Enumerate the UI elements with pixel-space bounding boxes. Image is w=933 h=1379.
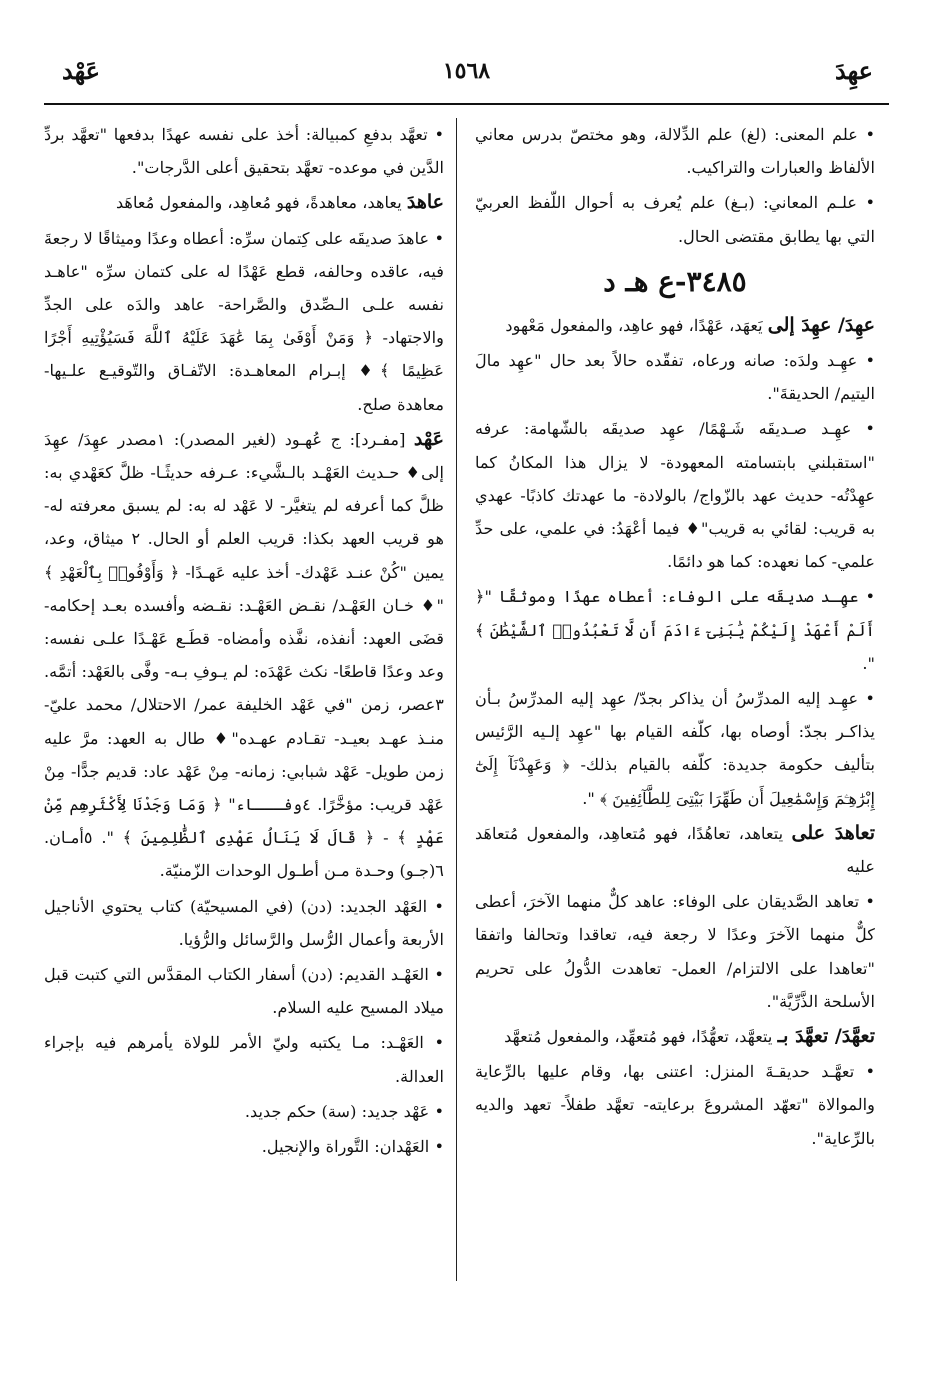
entry-paragraph	[475, 309, 875, 342]
sense-paragraph: • عهِـد صديقَه على الوفاء: أعطاه عهدًا وموثقًا "﴿ أَلَمْ أَعْهَدْ إِلَيْكُمْ يَٰبَنِىٓ ءَادَمَ أَن لَّا تَعْبُدُوا۟ ٱلشَّيْطَٰنَ ﴾ ".	[475, 580, 875, 680]
sense-paragraph: • عهِـد ولدَه: صانه ورعاه، تفقّده حالاً بعد حال "عهِد مالَ اليتيم/ الحديقةَ".	[475, 344, 875, 410]
entry-headword: عَهْد	[413, 427, 444, 450]
sense-paragraph: • عهِـد إليه المدرِّسُ أن يذاكر بجدّ/ عهِد إليه المدرِّسُ بـأن يذاكـر بجدّ: أوصاه بها، كلّفه القيام بها "عهِد إلـيه الرَّئيس بتأليف حكومة جديدة: كلّفه بالقيام بذلك- ﴿ وَعَهِدْنَآ إِلَىٰٓ إِبْرَٰهِـۧمَ وَإِسْمَٰعِيلَ أَن طَهِّرَا بَيْتِىَ لِلطَّآئِفِينَ ﴾ ".	[475, 682, 875, 815]
sense-paragraph: • العَهْـد القديم: (دن) أسفار الكتاب المقدَّس التي كتبت قبل ميلاد المسيح عليه السلام.	[44, 958, 444, 1024]
right-column	[475, 118, 875, 1157]
entry-text: يتعهَّد، تعهُّدًا، فهو مُتعهِّد، والمفعول مُتعهَّد	[504, 1027, 778, 1047]
page-header	[52, 48, 881, 100]
entry-paragraph	[475, 1020, 875, 1053]
sense-paragraph: • تعهَّد بدفعِ كمبيالة: أخذ على نفسه عهدًا بدفعها "تعهَّد بردِّ الدَّين في موعده- تعهَّد بتحقيق أعلى الدَّرجات".	[44, 118, 444, 184]
column-divider	[456, 118, 457, 1281]
sense-paragraph: • تعاهد الصَّديقان على الوفاء: عاهد كلٌّ منهما الآخرَ، أعطى كلٌّ منهما الآخرَ وعدًا لا رجعة فيه، تعاقدا وتحالفا واتفقا "تعاهدا على الالتزام/ العمل- تعاهدت الدُّولُ على تحريم الأسلحة الذَّرِّيَّة".	[475, 885, 875, 1018]
sense-paragraph: • عهِـد صـديقَه شَـهْمًا/ عهِد صديقَه بالشّهامة: عرفه "استقبلني بابتسامته المعهودة- لا يزال هذا المكانُ كما عهِدْتُه- حديث عهد بالزّواج/ بالولادة- ما عهدتك كاذبًا- عهدي به قريب: لقائي به قريب"♦ فيما أعْهَدُ: في علمي، على حدِّ علمي- كما نعهده: كما هو دائمًا.	[475, 412, 875, 578]
entry-text: يَعهَد، عَهْدًا، فهو عاهِد، والمفعول مَعْهود	[505, 315, 768, 335]
sense-paragraph: • علم المعنى: (لغ) علم الدِّلالة، وهو مختصّ بدرس معاني الألفاظ والعبارات والتراكيب.	[475, 118, 875, 184]
header-rule	[44, 103, 889, 105]
entry-headword: تعهَّدَ/ تعهَّدَ بـ	[777, 1025, 875, 1048]
sense-paragraph: • العَهْدان: التَّوراة والإنجيل.	[44, 1130, 444, 1163]
entry-text: يتعاهد، تعاهُدًا، فهو مُتعاهِد، والمفعول مُتعاهَد عليه	[475, 823, 875, 877]
left-column	[44, 118, 444, 1165]
sense-paragraph: • علـم المعاني: (بـغ) علم يُعرف به أحوال اللّفظ العربيّ التي بها يطابق مقتضى الحال.	[475, 186, 875, 252]
entry-paragraph	[475, 817, 875, 883]
entry-text: يعاهد، معاهدةً، فهو مُعاهِد، والمفعول مُعاهَد	[115, 193, 407, 213]
header-guide-word-right: عهِدَ	[835, 56, 873, 85]
entry-paragraph	[44, 423, 444, 888]
entry-text: [مفـرد]: ج عُهـود (لغير المصدر): ١مصدر عهِدَ/ عهِدَ إلى♦ حـديث العَهْـد بالـشَّيء: عـرفه حديثًـا- ظلَّ كعَهْدي به: ظلَّ كما أعرفه لم يتغيَّر- لا عَهْد له به: لم يسبق معرفته له- هو قريب العهد بكذا: قريب العلم أو الحال. ٢ ميثاق، وعد، يمين "كُنْ عنـد عَهْدك- أخذ عليه عَهـدًا- ﴿ وَأَوْفُوا۟ بِٱلْعَهْدِ ﴾ "♦ خـان العَهْـد/ نقـض العَهْـد: نقـضه وأفسده بعـد إحكامه- قضَى العهد: أنفذه، نفَّذه وأمضاه- قطَـع عَهْـدًا علـى نفسه: وعد وعدًا قاطعًا- نكث عَهْدَه: لم يـوفِ بـه- وفَّى بالعَهْد: أتمَّه. ٣عصر، زمن "في عَهْد الخليفة عمر/ الاحتلال/ محمد عليّ- منـذ عهـد بعيـد- تقـادم عهـده"♦ طال به العهد: مرَّ عليه زمن طويل- عَهْد شبابي: زمانه- مِنْ عَهْد عاد: قديم جدًّا- مِنْ عَهْد قريب: مؤخَّرًا. ٤وفـــاء" ﴿ وَمَا وَجَدْنَا لِأَكْثَرِهِم مِّنْ عَهْدٍ ﴾ - ﴿ قَالَ لَا يَنَالُ عَهْدِى ٱلظَّٰلِمِينَ ﴾ ". ٥أمـان. ٦(جـو) وحـدة مـن أطـول الوحدات الزّمنيّة.	[44, 429, 444, 881]
root-heading: ٣٤٨٥-ع هـ د	[603, 264, 747, 298]
entry-headword: عاهدَ	[406, 191, 444, 214]
sense-paragraph: • عَهْد جديد: (سة) حكم جديد.	[44, 1095, 444, 1128]
header-guide-word-left: عَهْد	[62, 56, 100, 85]
sense-paragraph: • عاهدَ صديقَه على كِتمان سرِّه: أعطاه وعدًا وميثاقًا لا رجعةَ فيه، عاقده وحالفه، قطع عَهْدًا له على كتمان سرِّه "عاهـد نفسه علـى الـصِّدق والصَّراحة- عاهد والدَه على الجدِّ والاجتهاد- ﴿ وَمَنْ أَوْفَىٰ بِمَا عَٰهَدَ عَلَيْهُ ٱللَّهَ فَسَيُؤْتِيهِ أَجْرًا عَظِيمًا ﴾♦ إبـرام المعاهـدة: الاتّفـاق والتّوقيـع علـيها- معاهدة صلح.	[44, 222, 444, 421]
sense-paragraph: • العَهْد الجديد: (دن) (في المسيحيّة) كتاب يحتوي الأناجيل الأربعة وأعمال الرُّسل والرَّسائل والرُّؤيا.	[44, 890, 444, 956]
entry-headword: تعاهدَ على	[791, 821, 875, 844]
entry-paragraph	[44, 186, 444, 219]
page-number: ١٥٦٨	[442, 58, 491, 84]
sense-paragraph: • العَهْـد: مـا يكتبه وليّ الأمر للولاة يأمرهم فيه بإجراء العدالة.	[44, 1026, 444, 1092]
sense-paragraph: • تعهَّـد حديقـةَ المنزل: اعتنى بها، وقام عليها بالرِّعاية والموالاة "تعهّد المشروعَ برعايته- تعهَّد طفلاً- تعهد والديه بالرِّعاية".	[475, 1055, 875, 1155]
entry-headword: عهِدَ/ عهِدَ إلى	[767, 313, 875, 336]
